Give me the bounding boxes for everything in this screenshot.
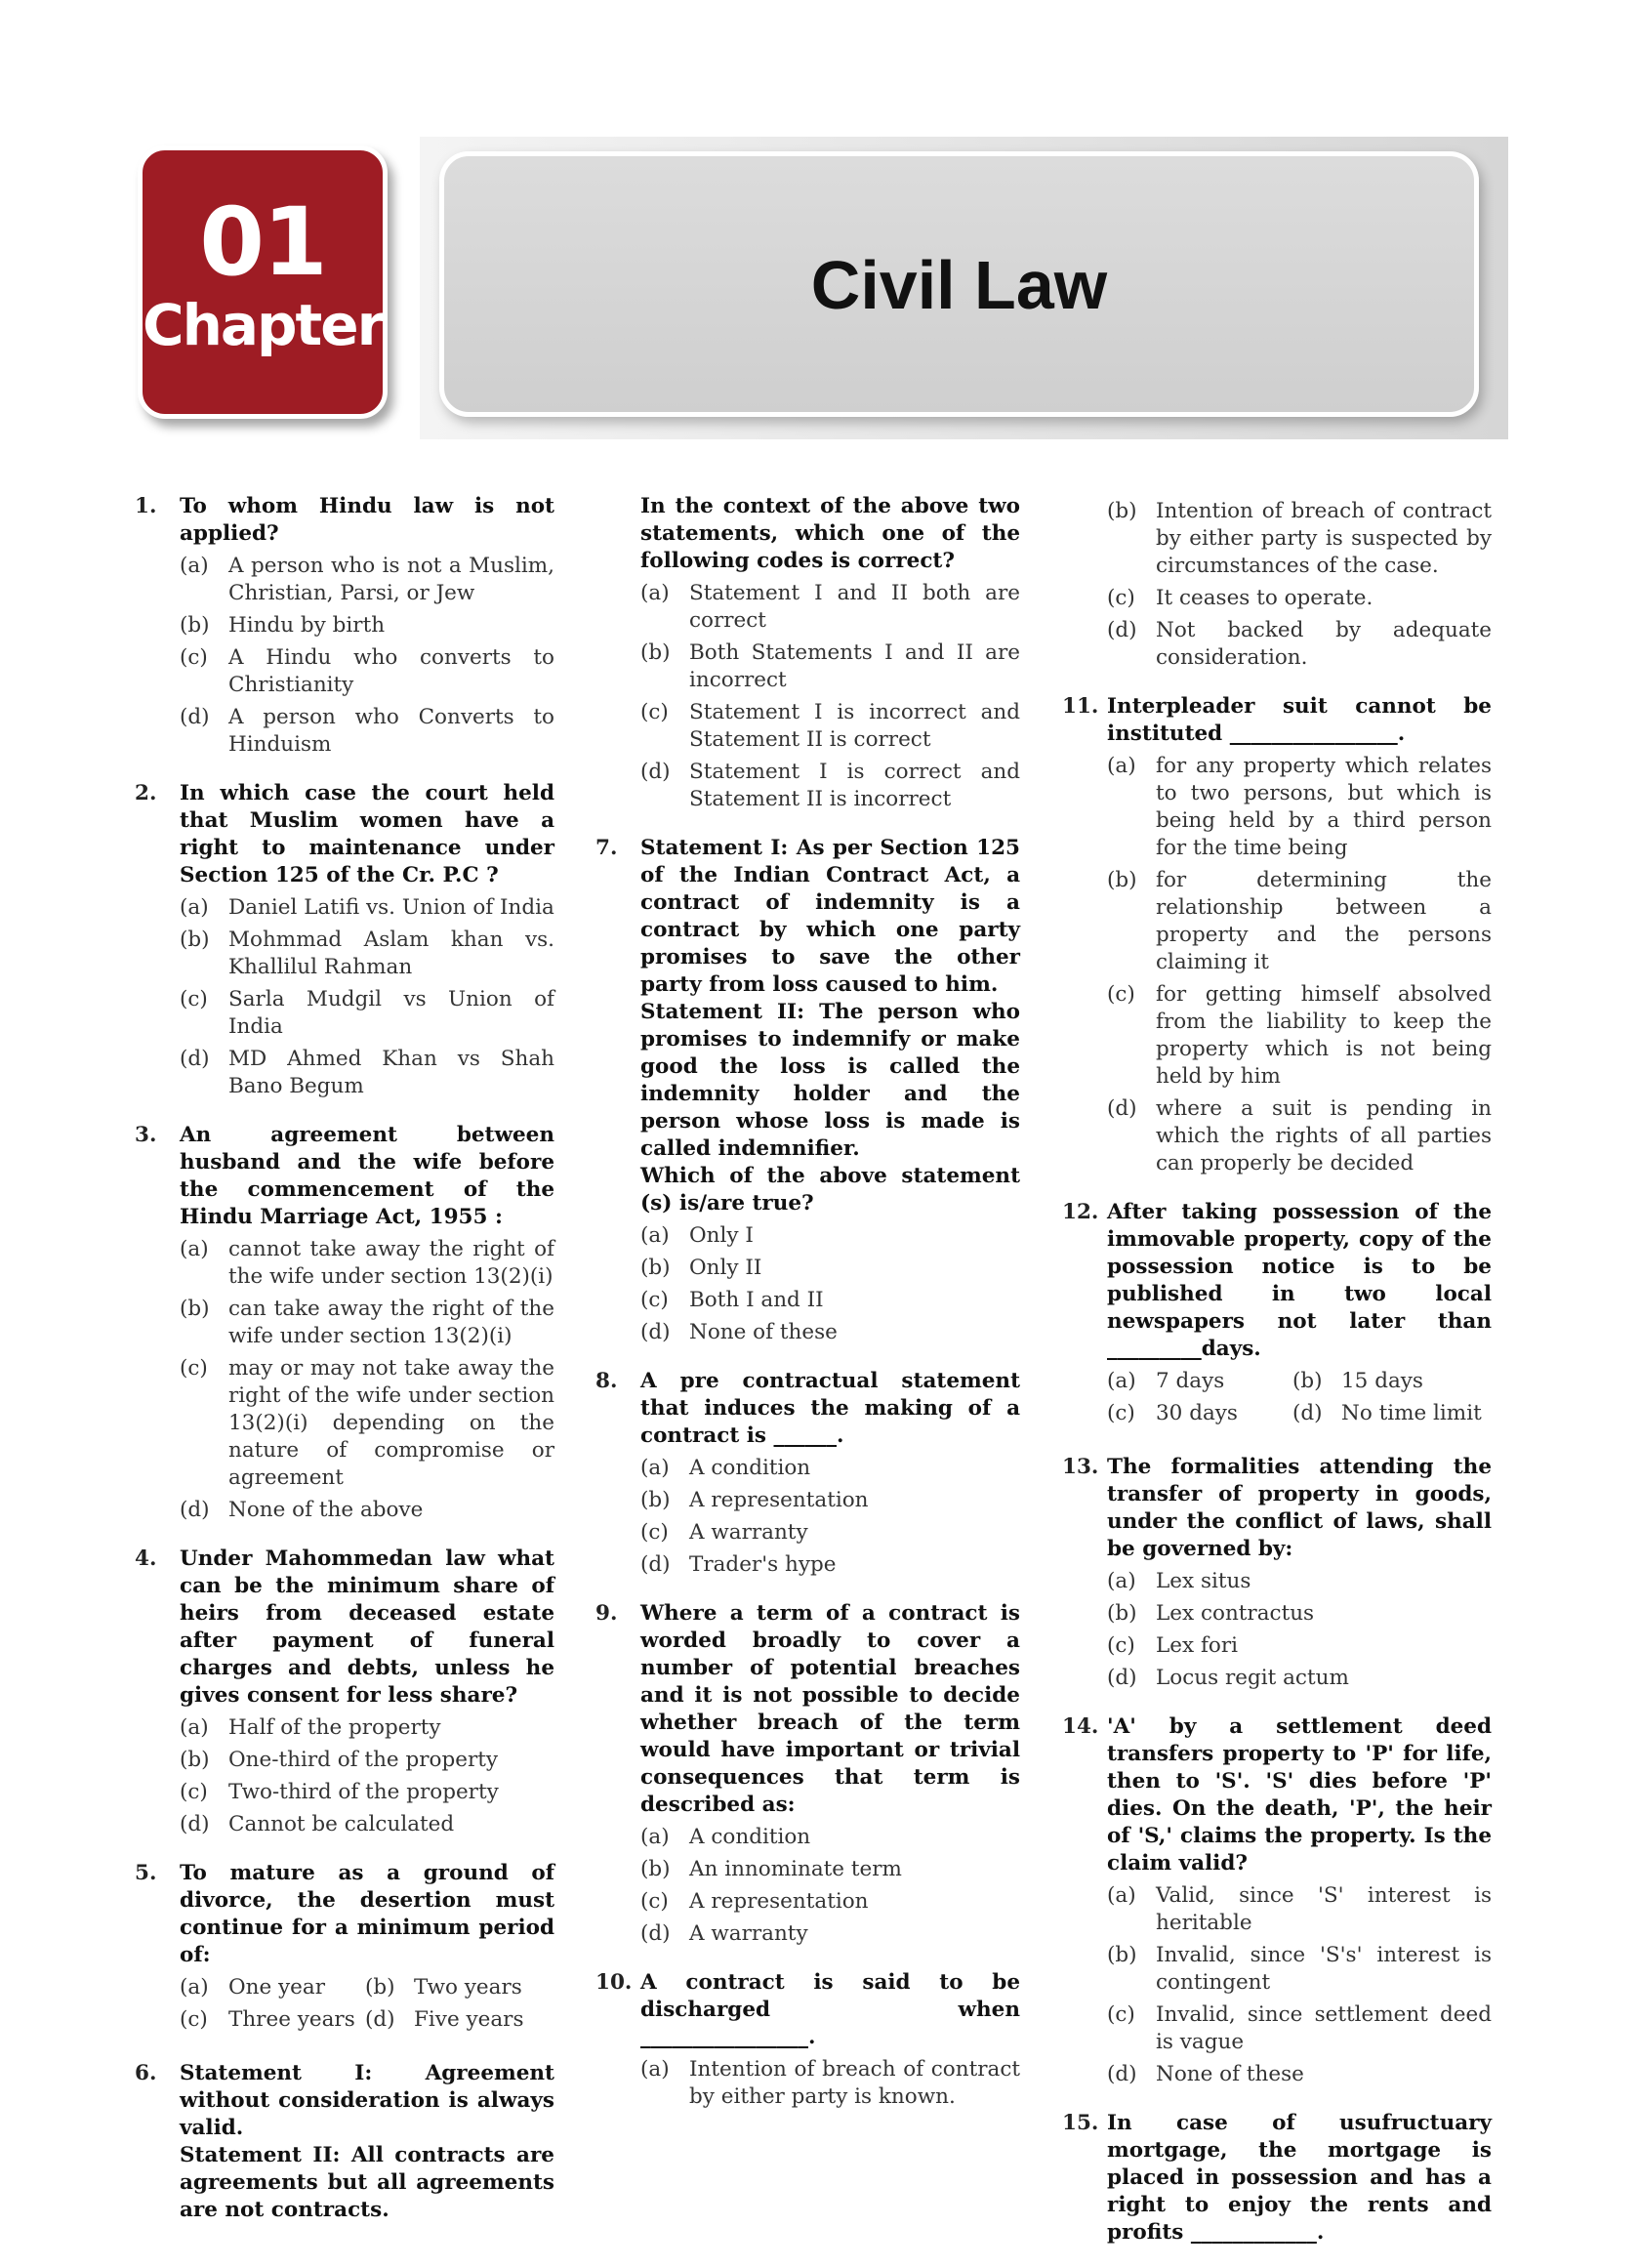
question-text xyxy=(180,2060,554,2224)
option-label: (b) xyxy=(1107,868,1137,892)
answer-options xyxy=(1107,498,1492,672)
question-item xyxy=(1062,1199,1492,1432)
answer-option xyxy=(1107,1400,1292,1427)
question-number: 2. xyxy=(135,781,157,805)
option-label: (c) xyxy=(1107,586,1135,610)
answer-option xyxy=(640,2056,1020,2111)
question-number: 6. xyxy=(135,2061,157,2085)
option-label: (c) xyxy=(180,987,208,1011)
question-text-line: 'A' by a settlement deed transfers property to 'P' for life, then to 'S'. 'S' dies before 'P' dies. On the death, 'P', the heir of 'S,' claims the property. Is the claim valid? xyxy=(1107,1714,1492,1876)
option-label: (c) xyxy=(180,2007,208,2032)
option-label: (d) xyxy=(640,1320,671,1344)
option-label: (d) xyxy=(640,1552,671,1577)
title-banner xyxy=(439,151,1479,417)
option-text: None of these xyxy=(1156,2062,1304,2086)
option-text: Statement I is incorrect and Statement II is correct xyxy=(689,700,1020,752)
option-text: A person who Converts to Hinduism xyxy=(228,705,554,757)
option-label: (b) xyxy=(1107,1943,1137,1967)
option-text: Trader's hype xyxy=(689,1552,837,1577)
option-text: A condition xyxy=(689,1825,811,1849)
option-label: (c) xyxy=(1107,982,1135,1007)
answer-options xyxy=(640,1222,1020,1346)
option-text: Intention of breach of contract by either party is suspected by circumstances of the case. xyxy=(1156,499,1492,578)
question-text xyxy=(1107,2110,1492,2247)
question-column-3 xyxy=(1062,493,1492,2268)
question-number: 12. xyxy=(1062,1200,1099,1224)
answer-option xyxy=(640,639,1020,694)
answer-option xyxy=(640,1455,1020,1482)
answer-option xyxy=(180,644,554,699)
option-text: Lex fori xyxy=(1156,1633,1239,1658)
option-text: Two years xyxy=(414,1975,522,2000)
question-item xyxy=(1062,1454,1492,1692)
option-label: (c) xyxy=(640,700,669,724)
question-number: 4. xyxy=(135,1546,157,1571)
option-label: (b) xyxy=(640,1256,671,1280)
option-label: (b) xyxy=(640,1488,671,1512)
option-text: Two-third of the property xyxy=(228,1780,499,1804)
option-label: (d) xyxy=(640,760,671,784)
option-text: where a suit is pending in which the rights of all parties can properly be decided xyxy=(1156,1096,1492,1175)
answer-option xyxy=(365,2006,554,2034)
option-text: Cannot be calculated xyxy=(228,1812,455,1836)
option-label: (c) xyxy=(1107,2002,1135,2027)
answer-option xyxy=(640,1255,1020,1282)
answer-option xyxy=(180,1236,554,1291)
question-item xyxy=(595,1969,1020,2111)
question-text xyxy=(180,1546,554,1710)
option-text: Lex situs xyxy=(1156,1569,1251,1593)
option-label: (b) xyxy=(180,613,210,638)
option-text: Statement I is correct and Statement II is incorrect xyxy=(689,760,1020,811)
option-label: (a) xyxy=(1107,1369,1136,1393)
option-label: (c) xyxy=(640,1520,669,1545)
answer-option xyxy=(180,2006,365,2034)
option-text: cannot take away the right of the wife under section 13(2)(i) xyxy=(228,1237,554,1289)
question-text-line: The formalities attending the transfer of property in goods, under the conflict of laws, shall be governed by: xyxy=(1107,1455,1492,1561)
question-number: 8. xyxy=(595,1369,618,1393)
option-label: (d) xyxy=(1107,1666,1137,1690)
option-label: (d) xyxy=(640,1921,671,1946)
option-label: (b) xyxy=(365,1975,395,2000)
option-text: A condition xyxy=(689,1456,811,1480)
option-text: Both Statements I and II are incorrect xyxy=(689,640,1020,692)
question-number: 14. xyxy=(1062,1714,1099,1739)
answer-option xyxy=(640,1487,1020,1514)
question-text-line: Interpleader suit cannot be instituted ________________. xyxy=(1107,694,1492,746)
option-text: An innominate term xyxy=(689,1857,902,1881)
answer-option xyxy=(180,553,554,607)
option-label: (c) xyxy=(180,1780,208,1804)
question-text xyxy=(640,835,1020,1217)
answer-option xyxy=(1107,1600,1492,1628)
option-text: Only II xyxy=(689,1256,762,1280)
question-text xyxy=(180,493,554,548)
answer-option xyxy=(365,1974,554,2001)
option-text: MD Ahmed Khan vs Shah Bano Begum xyxy=(228,1047,554,1098)
answer-option xyxy=(1292,1368,1492,1395)
option-text: A representation xyxy=(689,1889,869,1914)
option-label: (d) xyxy=(1107,1096,1137,1121)
answer-option xyxy=(640,580,1020,635)
option-text: for getting himself absolved from the liability to keep the property which is not being held by him xyxy=(1156,982,1492,1089)
option-label: (a) xyxy=(180,1237,209,1261)
option-text: for determining the relationship between a property and the persons claiming it xyxy=(1156,868,1492,974)
question-number: 7. xyxy=(595,836,618,860)
answer-option xyxy=(1107,1882,1492,1937)
answer-option xyxy=(180,1296,554,1350)
answer-option xyxy=(1107,1632,1492,1660)
question-number: 15. xyxy=(1062,2111,1099,2135)
question-item xyxy=(595,1368,1020,1579)
option-text: for any property which relates to two persons, but which is being held by a third person for the time being xyxy=(1156,754,1492,860)
answer-options xyxy=(1107,1882,1492,2088)
option-label: (c) xyxy=(640,1889,669,1914)
answer-option xyxy=(1107,2061,1492,2088)
option-text: Sarla Mudgil vs Union of India xyxy=(228,987,554,1039)
answer-option xyxy=(180,704,554,759)
option-label: (d) xyxy=(1292,1401,1323,1425)
option-text: Invalid, since 'S's' interest is contingent xyxy=(1156,1943,1492,1995)
answer-option xyxy=(1107,617,1492,672)
answer-options xyxy=(640,2056,1020,2111)
question-number: 3. xyxy=(135,1123,157,1147)
answer-option xyxy=(180,1747,554,1774)
option-text: A warranty xyxy=(689,1921,808,1946)
answer-option xyxy=(180,1779,554,1806)
option-text: Both I and II xyxy=(689,1288,824,1312)
question-text-line: A contract is said to be discharged when ________________. xyxy=(640,1970,1020,2049)
question-column-1 xyxy=(135,493,554,2246)
option-text: Hindu by birth xyxy=(228,613,386,638)
option-label: (b) xyxy=(640,1857,671,1881)
question-item xyxy=(135,1122,554,1524)
option-label: (d) xyxy=(180,705,210,729)
question-text-line: To mature as a ground of divorce, the desertion must continue for a minimum period of: xyxy=(180,1861,554,1967)
option-label: (d) xyxy=(180,1498,210,1522)
answer-option xyxy=(640,699,1020,754)
option-label: (c) xyxy=(640,1288,669,1312)
answer-options xyxy=(640,1455,1020,1579)
question-item xyxy=(1062,1713,1492,2088)
option-text: Half of the property xyxy=(228,1715,441,1740)
answer-option xyxy=(1107,585,1492,612)
option-label: (b) xyxy=(180,1297,210,1321)
chapter-number: 01 xyxy=(199,187,326,297)
option-text: A person who is not a Muslim, Christian, Parsi, or Jew xyxy=(228,554,554,605)
option-label: (a) xyxy=(640,2057,670,2082)
option-text: None of the above xyxy=(228,1498,424,1522)
answer-option xyxy=(180,1714,554,1742)
answer-option xyxy=(1107,1942,1492,1997)
question-text xyxy=(640,493,1020,575)
option-text: Statement I and II both are correct xyxy=(689,581,1020,633)
answer-options xyxy=(180,1714,554,1838)
question-text-line: In which case the court held that Muslim women have a right to maintenance under Section 125 of the Cr. P.C ? xyxy=(180,781,554,887)
question-text xyxy=(640,1368,1020,1450)
option-text: It ceases to operate. xyxy=(1156,586,1374,610)
chapter-title: Civil Law xyxy=(810,247,1108,323)
option-label: (a) xyxy=(1107,754,1136,778)
question-text-line: To whom Hindu law is not applied? xyxy=(180,494,554,546)
answer-option xyxy=(1107,498,1492,580)
question-text-line: Where a term of a contract is worded broadly to cover a number of potential breaches and it is not possible to decide whether breach of the term would have important or trivial consequences that term is described as: xyxy=(640,1601,1020,1817)
option-label: (a) xyxy=(1107,1883,1136,1908)
option-label: (b) xyxy=(1107,499,1137,523)
answer-options xyxy=(180,894,554,1100)
answer-options xyxy=(1107,1568,1492,1692)
option-label: (b) xyxy=(180,1748,210,1772)
option-label: (a) xyxy=(640,1825,670,1849)
question-text-line: A pre contractual statement that induces the making of a contract is ______. xyxy=(640,1369,1020,1448)
question-text xyxy=(1107,1713,1492,1877)
question-number: 9. xyxy=(595,1601,618,1626)
answer-option xyxy=(1107,1568,1492,1595)
answer-option xyxy=(180,927,554,981)
answer-option xyxy=(1107,1095,1492,1177)
option-text: Locus regit actum xyxy=(1156,1666,1349,1690)
question-item xyxy=(1062,693,1492,1177)
answer-options xyxy=(640,1824,1020,1948)
question-number: 13. xyxy=(1062,1455,1099,1479)
answer-option xyxy=(180,1497,554,1524)
option-text: None of these xyxy=(689,1320,838,1344)
answer-option xyxy=(1107,2001,1492,2056)
option-text: Intention of breach of contract by either party is known. xyxy=(689,2057,1020,2109)
question-text xyxy=(180,780,554,889)
chapter-label: Chapter xyxy=(143,292,384,358)
answer-option xyxy=(180,986,554,1041)
option-text: A representation xyxy=(689,1488,869,1512)
option-text: A warranty xyxy=(689,1520,808,1545)
option-text: Daniel Latifi vs. Union of India xyxy=(228,895,554,920)
question-item xyxy=(135,2060,554,2224)
question-text-line: An agreement between husband and the wife before the commencement of the Hindu Marriage Act, 1955 : xyxy=(180,1123,554,1229)
answer-option xyxy=(1292,1400,1492,1427)
option-label: (a) xyxy=(640,1223,670,1248)
option-text: Valid, since 'S' interest is heritable xyxy=(1156,1883,1492,1935)
question-item xyxy=(1062,2110,1492,2247)
option-label: (d) xyxy=(180,1812,210,1836)
option-label: (a) xyxy=(1107,1569,1136,1593)
option-text: 15 days xyxy=(1341,1369,1423,1393)
question-item xyxy=(135,1546,554,1838)
option-text: may or may not take away the right of the wife under section 13(2)(i) depending on the nature of compromise or agreement xyxy=(228,1356,554,1490)
question-text-line: Statement I: As per Section 125 of the Indian Contract Act, a contract of indemnity is a contract by which one party promises to save the other party from loss caused to him. xyxy=(640,836,1020,997)
question-text xyxy=(1107,1199,1492,1363)
option-text: A Hindu who converts to Christianity xyxy=(228,645,554,697)
answer-option xyxy=(1107,1665,1492,1692)
option-text: Five years xyxy=(414,2007,524,2032)
answer-option xyxy=(1107,867,1492,976)
question-text-line: Statement II: All contracts are agreements but all agreements are not contracts. xyxy=(180,2143,554,2222)
answer-options xyxy=(180,1236,554,1524)
option-label: (c) xyxy=(180,1356,208,1381)
answer-options xyxy=(180,553,554,759)
question-item xyxy=(135,1860,554,2039)
option-text: One year xyxy=(228,1975,325,2000)
option-label: (a) xyxy=(640,1456,670,1480)
question-item xyxy=(1062,498,1492,672)
question-text xyxy=(1107,1454,1492,1563)
option-text: 30 days xyxy=(1156,1401,1238,1425)
option-label: (c) xyxy=(1107,1633,1135,1658)
question-text-line: Statement I: Agreement without consideration is always valid. xyxy=(180,2061,554,2140)
question-text-line: After taking possession of the immovable property, copy of the possession notice is to be published in two local newspapers not later than _________days. xyxy=(1107,1200,1492,1361)
option-label: (d) xyxy=(365,2007,395,2032)
answer-options xyxy=(1107,753,1492,1177)
question-text-line: Under Mahommedan law what can be the minimum share of heirs from deceased estate after payment of funeral charges and debts, unless he gives consent for less share? xyxy=(180,1546,554,1708)
question-item xyxy=(135,780,554,1100)
answer-option xyxy=(180,612,554,639)
question-item xyxy=(595,1600,1020,1948)
answer-option xyxy=(1107,981,1492,1091)
answer-options xyxy=(1107,1368,1492,1432)
answer-option xyxy=(640,1824,1020,1851)
question-text xyxy=(1107,693,1492,748)
answer-option xyxy=(180,1811,554,1838)
option-text: 7 days xyxy=(1156,1369,1225,1393)
answer-option xyxy=(640,1920,1020,1948)
option-text: Mohmmad Aslam khan vs. Khallilul Rahman xyxy=(228,928,554,979)
option-label: (d) xyxy=(1107,618,1137,642)
question-text xyxy=(640,1600,1020,1819)
question-item xyxy=(135,493,554,759)
option-text: Not backed by adequate consideration. xyxy=(1156,618,1492,670)
option-text: No time limit xyxy=(1341,1401,1482,1425)
question-number: 5. xyxy=(135,1861,157,1885)
question-text xyxy=(180,1860,554,1969)
answer-option xyxy=(640,1519,1020,1546)
answer-option xyxy=(1107,753,1492,862)
answer-option xyxy=(180,894,554,922)
option-text: One-third of the property xyxy=(228,1748,499,1772)
answer-option xyxy=(180,1046,554,1100)
question-text-line: Which of the above statement (s) is/are true? xyxy=(640,1164,1020,1216)
question-column-2 xyxy=(595,493,1020,2132)
option-label: (b) xyxy=(180,928,210,952)
question-text xyxy=(640,1969,1020,2051)
option-label: (a) xyxy=(640,581,670,605)
question-text-line: Statement II: The person who promises to indemnify or make good the loss is called the indemnity holder and the person whose loss is made is called indemnifier. xyxy=(640,1000,1020,1161)
option-label: (d) xyxy=(180,1047,210,1071)
question-number: 11. xyxy=(1062,694,1099,719)
option-label: (c) xyxy=(1107,1401,1135,1425)
question-text xyxy=(180,1122,554,1231)
option-label: (b) xyxy=(1107,1601,1137,1626)
option-text: can take away the right of the wife under section 13(2)(i) xyxy=(228,1297,554,1348)
option-text: Lex contractus xyxy=(1156,1601,1315,1626)
option-label: (a) xyxy=(180,1975,209,2000)
option-text: Only I xyxy=(689,1223,754,1248)
answer-options xyxy=(180,1974,554,2039)
chapter-badge xyxy=(138,145,388,419)
question-text-line: In case of usufructuary mortgage, the mortgage is placed in possession and has a right to enjoy the rents and profits ____________. xyxy=(1107,2111,1492,2245)
option-text: Three years xyxy=(228,2007,355,2032)
answer-option xyxy=(640,1551,1020,1579)
question-item xyxy=(595,835,1020,1346)
answer-option xyxy=(640,1287,1020,1314)
answer-option xyxy=(640,1856,1020,1883)
option-label: (b) xyxy=(640,640,671,665)
answer-option xyxy=(640,1222,1020,1250)
answer-options xyxy=(640,580,1020,813)
question-number: 10. xyxy=(595,1970,633,1995)
option-label: (a) xyxy=(180,1715,209,1740)
option-label: (d) xyxy=(1107,2062,1137,2086)
option-label: (b) xyxy=(1292,1369,1323,1393)
answer-option xyxy=(640,1888,1020,1916)
option-label: (a) xyxy=(180,554,209,578)
answer-option xyxy=(180,1355,554,1492)
answer-option xyxy=(1107,1368,1292,1395)
answer-option xyxy=(640,1319,1020,1346)
option-text: Invalid, since settlement deed is vague xyxy=(1156,2002,1492,2054)
question-text-line: In the context of the above two statements, which one of the following codes is correct? xyxy=(640,494,1020,573)
answer-option xyxy=(640,759,1020,813)
question-item xyxy=(595,493,1020,813)
answer-option xyxy=(180,1974,365,2001)
option-label: (a) xyxy=(180,895,209,920)
question-number: 1. xyxy=(135,494,157,518)
option-label: (c) xyxy=(180,645,208,670)
